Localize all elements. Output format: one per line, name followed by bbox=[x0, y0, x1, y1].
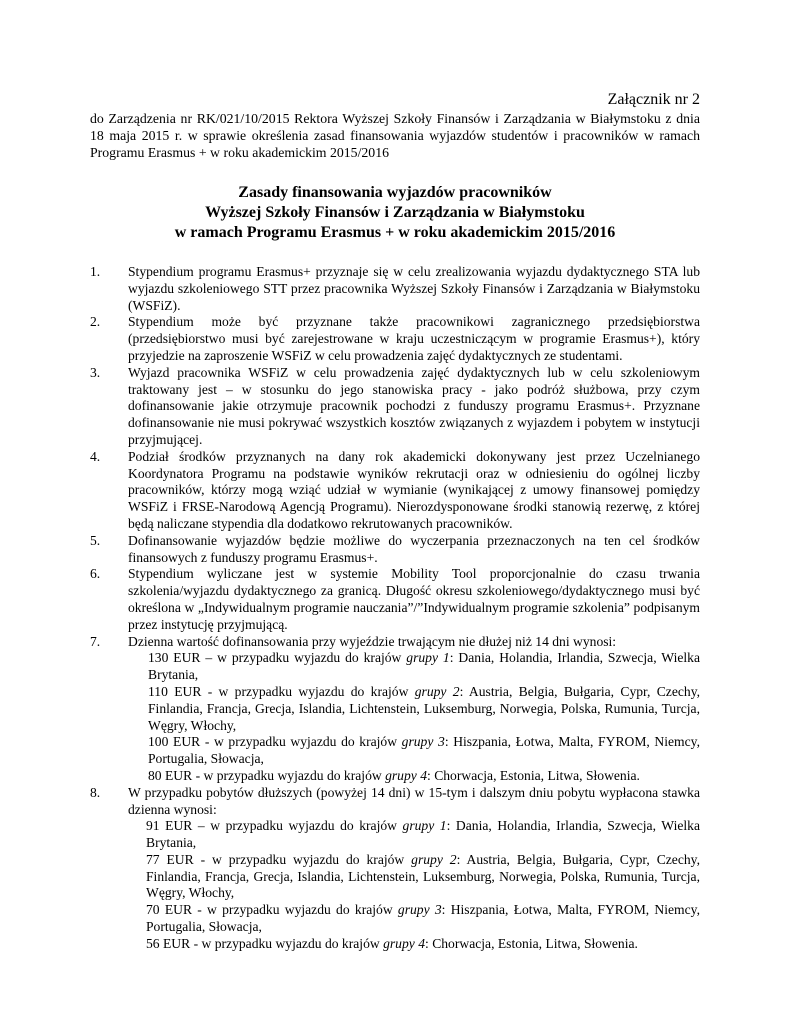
rate-line bbox=[128, 734, 700, 768]
rate-line bbox=[128, 902, 700, 936]
list-item bbox=[90, 785, 700, 953]
rules-list bbox=[90, 264, 700, 953]
item-text: Wyjazd pracownika WSFiZ w celu prowadzenia zajęć dydaktycznych lub w celu szkoleniowym traktowany jest – w stosunku do jego stanowiska pracy - jako podróż służbowa, przy czym dofinansowanie jakie otrzymuje pracownik pochodzi z funduszy programu Erasmus+. Przyznane dofinansowanie nie musi pokrywać wszystkich kosztów związanych z wyjazdem i pobytem w instytucji przyjmującej. bbox=[128, 364, 700, 447]
item-number: 4. bbox=[90, 448, 101, 464]
item-text: Stypendium programu Erasmus+ przyznaje się w celu zrealizowania wyjazdu dydaktycznego STA lub wyjazdu szkoleniowego STT przez pracownika Wyższej Szkoły Finansów i Zarządzania w Białymstoku (WSFiZ). bbox=[128, 264, 700, 313]
item-text: W przypadku pobytów dłuższych (powyżej 14 dni) w 15-tym i dalszym dniu pobytu wypłacona stawka dzienna wynosi: bbox=[128, 784, 700, 817]
rate-group: grupy 4 bbox=[383, 935, 426, 951]
rate-countries: : Dania, Holandia, Irlandia, Szwecja, Wielka Brytania, bbox=[148, 650, 700, 683]
rate-amount: 110 EUR - w przypadku wyjazdu do krajów bbox=[148, 683, 415, 699]
rate-line bbox=[128, 684, 700, 734]
attachment-label: Załącznik nr 2 bbox=[607, 91, 700, 108]
rate-amount: 77 EUR - w przypadku wyjazdu do krajów bbox=[146, 851, 412, 867]
rate-line bbox=[128, 818, 700, 852]
rate-countries: : Hiszpania, Łotwa, Malta, FYROM, Niemcy, Portugalia, Słowacja, bbox=[148, 734, 700, 767]
rate-amount: 91 EUR – w przypadku wyjazdu do krajów bbox=[146, 818, 403, 834]
rate-group: grupy 3 bbox=[397, 902, 442, 918]
rate-group: grupy 4 bbox=[385, 767, 428, 783]
rate-line bbox=[128, 852, 700, 902]
item-number: 2. bbox=[90, 314, 101, 330]
list-item bbox=[90, 365, 700, 449]
rate-countries: : Austria, Belgia, Bułgaria, Cypr, Czechy, Finlandia, Francja, Grecja, Islandia, Lichtenstein, Luksemburg, Norwegia, Polska, Rumunia, Turcja, Węgry, Włochy, bbox=[146, 851, 700, 901]
item-number: 5. bbox=[90, 532, 101, 548]
rate-group: grupy 3 bbox=[401, 734, 445, 750]
rate-group: grupy 2 bbox=[414, 683, 460, 699]
rate-countries: : Chorwacja, Estonia, Litwa, Słowenia. bbox=[427, 767, 640, 783]
item-number: 3. bbox=[90, 364, 101, 380]
rate-amount: 80 EUR - w przypadku wyjazdu do krajów bbox=[148, 767, 386, 783]
list-item bbox=[90, 264, 700, 314]
title-line-1: Zasady finansowania wyjazdów pracowników bbox=[238, 184, 552, 201]
title-line-3: w ramach Programu Erasmus + w roku akademickim 2015/2016 bbox=[174, 224, 616, 241]
item-number: 1. bbox=[90, 264, 101, 279]
intro-paragraph: do Zarządzenia nr RK/021/10/2015 Rektora Wyższej Szkoły Finansów i Zarządzania w Białymstoku z dnia 18 maja 2015 r. w sprawie określenia zasad finansowania wyjazdów studentów i pracowników w ramach Programu Erasmus + w roku akademickim 2015/2016 bbox=[90, 111, 700, 160]
rate-amount: 130 EUR – w przypadku wyjazdu do krajów bbox=[148, 650, 407, 666]
item-text: Stypendium wyliczane jest w systemie Mobility Tool proporcjonalnie do czasu trwania szkolenia/wyjazdu dydaktycznego za granicą. Długość okresu szkoleniowego/dydaktycznego musi być określona w „Indywidualnym programie nauczania”/”Indywidualnym programie szkolenia” podpisanym przez instytucję przyjmującą. bbox=[128, 566, 700, 632]
item-text: Dofinansowanie wyjazdów będzie możliwe do wyczerpania przeznaczonych na ten cel środków finansowych z funduszy programu Erasmus+. bbox=[128, 532, 700, 565]
item-number: 8. bbox=[90, 784, 101, 800]
item-text: Dzienna wartość dofinansowania przy wyjeździe trwającym nie dłużej niż 14 dni wynosi: bbox=[128, 633, 617, 649]
rate-countries: : Dania, Holandia, Irlandia, Szwecja, Wielka Brytania, bbox=[146, 818, 700, 851]
list-item bbox=[90, 449, 700, 533]
rate-line bbox=[128, 768, 700, 785]
item-text: Podział środków przyznanych na dany rok akademicki dokonywany jest przez Uczelnianego Koordynatora Programu na podstawie wyników rekrutacji oraz w odniesieniu do ogólnej liczby pracowników, którzy mogą wziąć udział w wymianie (wynikającej z umowy finansowej pomiędzy WSFiZ i FRSE-Narodową Agencją Programu). Nierozdysponowane środki stanowią rezerwę, z której będą naliczane stypendia dla dodatkowo rekrutowanych pracowników. bbox=[128, 448, 700, 531]
list-item bbox=[90, 314, 700, 364]
rate-line bbox=[128, 936, 700, 953]
rate-line bbox=[128, 650, 700, 684]
rate-amount: 100 EUR - w przypadku wyjazdu do krajów bbox=[148, 734, 402, 750]
item-number: 6. bbox=[90, 566, 101, 582]
list-item bbox=[90, 634, 700, 785]
rate-amount: 56 EUR - w przypadku wyjazdu do krajów bbox=[146, 935, 384, 951]
rate-countries: : Austria, Belgia, Bułgaria, Cypr, Czechy, Finlandia, Francja, Grecja, Islandia, Lichtenstein, Luksemburg, Norwegia, Polska, Rumunia, Turcja, Węgry, Włochy, bbox=[148, 683, 701, 733]
rate-group: grupy 1 bbox=[406, 650, 450, 666]
rate-countries: : Hiszpania, Łotwa, Malta, FYROM, Niemcy, Portugalia, Słowacja, bbox=[146, 902, 700, 935]
rate-group: grupy 2 bbox=[411, 851, 457, 867]
rate-group: grupy 1 bbox=[402, 818, 447, 834]
item-text: Stypendium może być przyznane także pracownikowi zagranicznego przedsiębiorstwa (przedsiębiorstwo musi być zarejestrowane w kraju uczestniczącym w programie Erasmus+), który przyjedzie na zaproszenie WSFiZ w celu prowadzenia zajęć dydaktycznych ze studentami. bbox=[128, 314, 700, 363]
rate-amount: 70 EUR - w przypadku wyjazdu do krajów bbox=[146, 902, 398, 918]
title-line-2: Wyższej Szkoły Finansów i Zarządzania w Białymstoku bbox=[205, 204, 585, 221]
document-title bbox=[90, 183, 700, 243]
list-item bbox=[90, 533, 700, 567]
list-item bbox=[90, 566, 700, 633]
rate-countries: : Chorwacja, Estonia, Litwa, Słowenia. bbox=[425, 935, 638, 951]
item-number: 7. bbox=[90, 633, 101, 649]
